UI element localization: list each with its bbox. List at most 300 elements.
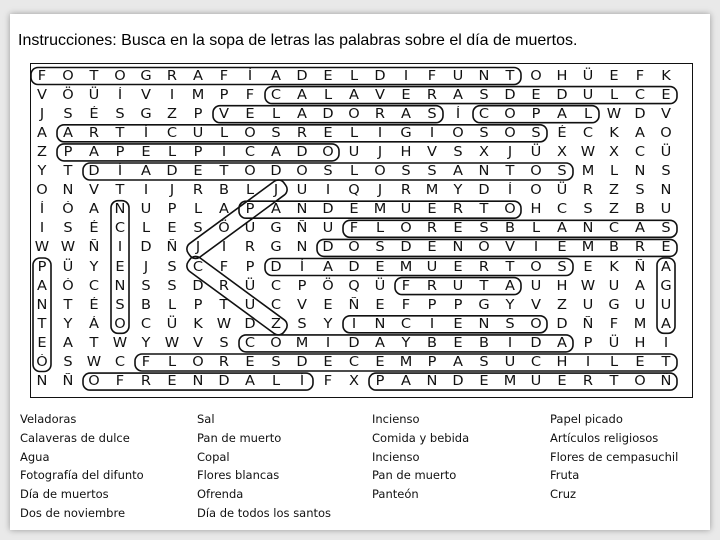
- grid-letter: Ñ: [88, 240, 100, 256]
- word-list-item: Pan de muerto: [197, 430, 282, 445]
- grid-letter: J: [377, 183, 383, 199]
- grid-letter: X: [557, 144, 567, 160]
- grid-letter: F: [115, 374, 125, 390]
- grid-letter: A: [193, 68, 203, 84]
- grid-letter: W: [580, 144, 596, 160]
- grid-letter: R: [218, 355, 230, 370]
- grid-letter: K: [661, 68, 671, 84]
- grid-letter: F: [37, 68, 47, 84]
- grid-letter: D: [140, 240, 152, 256]
- grid-letter: T: [115, 183, 125, 199]
- grid-letter: O: [322, 144, 334, 160]
- grid-letter: M: [399, 259, 413, 275]
- grid-letter: O: [530, 68, 542, 84]
- instructions-text: Instrucciones: Busca en la sopa de letras las palabras sobre el día de muertos.: [18, 32, 578, 49]
- grid-letter: S: [479, 221, 489, 237]
- grid-letter: O: [478, 240, 490, 256]
- grid-letter: S: [531, 125, 541, 141]
- grid-letter: Ö: [322, 278, 334, 294]
- grid-letter: C: [270, 278, 282, 294]
- grid-letter: G: [270, 240, 282, 256]
- grid-letter: U: [452, 278, 464, 294]
- grid-letter: B: [140, 297, 151, 313]
- grid-letter: I: [429, 316, 435, 332]
- grid-letter: F: [323, 374, 333, 390]
- grid-letter: S: [63, 355, 73, 370]
- grid-letter: W: [86, 355, 102, 370]
- grid-letter: E: [245, 355, 255, 370]
- grid-letter: Y: [323, 316, 333, 332]
- grid-letter: L: [375, 221, 385, 237]
- grid-letter: Ö: [62, 87, 74, 103]
- grid-letter: E: [115, 259, 125, 275]
- grid-letter: U: [244, 297, 256, 313]
- grid-letter: R: [140, 374, 152, 390]
- grid-letter: A: [557, 221, 567, 237]
- grid-letter: F: [219, 259, 229, 275]
- grid-letter: T: [219, 164, 229, 179]
- grid-letter: P: [297, 278, 307, 294]
- grid-letter: E: [141, 144, 151, 160]
- grid-letter: Z: [271, 316, 281, 332]
- grid-letter: N: [426, 374, 438, 390]
- grid-letter: S: [661, 221, 671, 237]
- grid-letter: N: [296, 202, 308, 218]
- grid-letter: K: [609, 259, 619, 275]
- grid-letter: G: [608, 297, 620, 313]
- grid-letter: U: [426, 259, 438, 275]
- grid-letter: U: [582, 87, 594, 103]
- grid-letter: C: [140, 316, 152, 332]
- grid-letter: Ñ: [166, 240, 178, 256]
- word-list-item: Día de todos los santos: [197, 506, 332, 520]
- grid-letter: A: [297, 87, 307, 103]
- grid-letter: O: [88, 374, 100, 390]
- grid-letter: O: [530, 259, 542, 275]
- grid-letter: V: [219, 106, 229, 122]
- grid-letter: U: [660, 297, 672, 313]
- grid-letter: E: [167, 374, 177, 390]
- grid-letter: S: [453, 144, 463, 160]
- grid-letter: I: [377, 125, 383, 141]
- grid-letter: O: [348, 106, 360, 122]
- grid-letter: D: [322, 106, 334, 122]
- grid-letter: A: [401, 106, 411, 122]
- grid-letter: D: [296, 144, 308, 160]
- grid-letter: S: [479, 87, 489, 103]
- grid-letter: B: [218, 183, 229, 199]
- grid-letter: S: [115, 297, 125, 313]
- grid-letter: O: [400, 221, 412, 237]
- grid-letter: T: [115, 125, 125, 141]
- grid-letter: E: [557, 374, 567, 390]
- grid-letter: I: [117, 240, 123, 256]
- grid-letter: T: [219, 297, 229, 313]
- grid-letter: S: [557, 259, 567, 275]
- grid-letter: W: [580, 278, 596, 294]
- grid-letter: V: [661, 106, 671, 122]
- grid-letter: M: [503, 374, 517, 390]
- word-list-item: Incienso: [372, 449, 420, 464]
- grid-letter: F: [401, 297, 411, 313]
- grid-letter: R: [400, 183, 412, 199]
- grid-letter: S: [271, 125, 281, 141]
- grid-letter: N: [36, 297, 48, 313]
- grid-letter: O: [504, 125, 516, 141]
- grid-letter: Q: [348, 278, 360, 294]
- grid-letter: Ñ: [62, 374, 74, 390]
- grid-letter: I: [585, 355, 591, 370]
- grid-letter: E: [453, 335, 463, 351]
- grid-letter: Ó: [62, 202, 74, 218]
- grid-letter: E: [323, 355, 333, 370]
- grid-letter: G: [140, 68, 152, 84]
- grid-letter: I: [169, 87, 175, 103]
- grid-letter: G: [270, 221, 282, 237]
- grid-letter: D: [218, 374, 230, 390]
- word-list-item: Fruta: [550, 468, 580, 483]
- grid-letter: C: [608, 221, 620, 237]
- grid-letter: L: [349, 164, 359, 179]
- grid-letter: Ü: [374, 278, 386, 294]
- grid-letter: J: [143, 259, 149, 275]
- grid-letter: L: [609, 355, 619, 370]
- grid-letter: Ü: [582, 68, 594, 84]
- grid-letter: H: [400, 144, 412, 160]
- grid-letter: V: [193, 335, 203, 351]
- grid-letter: D: [348, 259, 360, 275]
- grid-letter: A: [557, 335, 567, 351]
- grid-letter: Y: [141, 335, 151, 351]
- grid-letter: I: [429, 125, 435, 141]
- grid-letter: I: [663, 335, 669, 351]
- grid-letter: Ü: [166, 316, 178, 332]
- grid-letter: B: [504, 221, 515, 237]
- grid-letter: S: [63, 221, 73, 237]
- grid-letter: A: [37, 278, 47, 294]
- grid-letter: M: [633, 316, 647, 332]
- grid-letter: Y: [401, 335, 411, 351]
- grid-letter: L: [531, 221, 541, 237]
- grid-letter: I: [221, 144, 227, 160]
- grid-letter: I: [325, 183, 331, 199]
- grid-letter: D: [530, 335, 542, 351]
- word-list-item: Fotografía del difunto: [20, 468, 144, 483]
- grid-letter: C: [270, 87, 282, 103]
- grid-letter: V: [141, 87, 151, 103]
- grid-letter: U: [530, 374, 542, 390]
- grid-letter: U: [660, 202, 672, 218]
- grid-letter: Í: [117, 164, 123, 179]
- grid-letter: C: [114, 355, 126, 370]
- grid-letter: Í: [117, 87, 123, 103]
- grid-letter: E: [401, 87, 411, 103]
- grid-letter: O: [530, 164, 542, 179]
- grid-letter: J: [273, 183, 279, 199]
- grid-letter: V: [89, 183, 99, 199]
- grid-letter: S: [661, 164, 671, 179]
- grid-letter: D: [296, 355, 308, 370]
- grid-letter: H: [556, 355, 568, 370]
- grid-letter: F: [349, 221, 359, 237]
- grid-letter: O: [192, 355, 204, 370]
- grid-letter: V: [37, 87, 47, 103]
- grid-letter: A: [661, 316, 671, 332]
- grid-letter: P: [193, 297, 203, 313]
- grid-letter: N: [478, 68, 490, 84]
- grid-letter: L: [167, 355, 177, 370]
- grid-letter: U: [530, 278, 542, 294]
- grid-letter: J: [39, 106, 45, 122]
- grid-letter: S: [401, 164, 411, 179]
- grid-letter: Q: [348, 183, 360, 199]
- grid-letter: N: [660, 183, 672, 199]
- grid-letter: R: [192, 183, 204, 199]
- grid-letter: C: [556, 202, 568, 218]
- grid-letter: M: [295, 335, 309, 351]
- grid-letter: D: [270, 259, 282, 275]
- grid-letter: W: [164, 335, 180, 351]
- grid-letter: B: [426, 335, 437, 351]
- grid-letter: A: [271, 68, 281, 84]
- word-search-grid: [30, 63, 693, 398]
- grid-letter: T: [89, 335, 99, 351]
- grid-letter: P: [453, 297, 463, 313]
- grid-letter: C: [478, 106, 490, 122]
- grid-letter: D: [478, 183, 490, 199]
- grid-letter: P: [583, 335, 593, 351]
- grid-letter: L: [323, 87, 333, 103]
- grid-letter: U: [140, 202, 152, 218]
- grid-letter: S: [427, 164, 437, 179]
- grid-letter: I: [507, 335, 513, 351]
- grid-letter: D: [322, 202, 334, 218]
- grid-letter: S: [271, 355, 281, 370]
- grid-letter: E: [661, 240, 671, 256]
- grid-letter: G: [660, 278, 672, 294]
- grid-letter: U: [322, 221, 334, 237]
- grid-letter: Ñ: [348, 297, 360, 313]
- grid-letter: U: [244, 221, 256, 237]
- grid-letter: Y: [89, 259, 99, 275]
- grid-letter: S: [375, 240, 385, 256]
- grid-letter: P: [63, 144, 73, 160]
- grid-letter: P: [427, 355, 437, 370]
- grid-letter: N: [634, 164, 646, 179]
- grid-letter: S: [219, 335, 229, 351]
- grid-letter: I: [39, 221, 45, 237]
- grid-letter: F: [401, 278, 411, 294]
- grid-letter: N: [114, 202, 126, 218]
- grid-letter: M: [425, 183, 439, 199]
- grid-letter: L: [349, 68, 359, 84]
- grid-letter: F: [219, 68, 229, 84]
- grid-letter: P: [167, 202, 177, 218]
- grid-letter: A: [453, 355, 463, 370]
- grid-letter: H: [556, 278, 568, 294]
- grid-letter: A: [219, 202, 229, 218]
- grid-letter: V: [427, 144, 437, 160]
- grid-letter: F: [141, 355, 151, 370]
- grid-letter: X: [479, 144, 489, 160]
- grid-letter: A: [453, 87, 463, 103]
- grid-letter: O: [296, 164, 308, 179]
- grid-letter: Í: [221, 240, 227, 256]
- grid-letter: Ñ: [296, 221, 308, 237]
- word-list-item: Sal: [197, 412, 215, 426]
- word-list-item: Ofrenda: [197, 487, 244, 502]
- grid-letter: T: [661, 355, 671, 370]
- grid-letter: T: [479, 202, 489, 218]
- grid-letter: J: [169, 183, 175, 199]
- grid-letter: P: [219, 87, 229, 103]
- grid-letter: C: [400, 316, 412, 332]
- grid-letter: Ü: [608, 335, 620, 351]
- grid-letter: S: [635, 183, 645, 199]
- grid-letter: O: [504, 106, 516, 122]
- grid-letter: A: [557, 106, 567, 122]
- grid-letter: A: [297, 106, 307, 122]
- grid-letter: T: [505, 164, 515, 179]
- grid-letter: V: [531, 297, 541, 313]
- grid-letter: Y: [453, 183, 463, 199]
- grid-letter: E: [531, 87, 541, 103]
- word-list-item: Incienso: [372, 412, 420, 426]
- grid-letter: A: [63, 125, 73, 141]
- grid-letter: S: [141, 278, 151, 294]
- grid-letter: Ü: [62, 259, 74, 275]
- grid-letter: P: [427, 297, 437, 313]
- grid-letter: F: [635, 68, 645, 84]
- grid-letter: E: [245, 106, 255, 122]
- grid-letter: I: [403, 68, 409, 84]
- grid-letter: U: [452, 68, 464, 84]
- grid-letter: R: [218, 278, 230, 294]
- grid-letter: Ü: [244, 278, 256, 294]
- word-list-item: Pan de muerto: [372, 468, 457, 483]
- grid-letter: R: [582, 374, 594, 390]
- grid-letter: N: [296, 240, 308, 256]
- grid-letter: P: [193, 106, 203, 122]
- grid-letter: B: [634, 202, 645, 218]
- grid-letter: M: [373, 202, 387, 218]
- grid-letter: A: [245, 374, 255, 390]
- grid-letter: U: [582, 297, 594, 313]
- grid-letter: O: [348, 240, 360, 256]
- grid-letter: O: [244, 125, 256, 141]
- grid-letter: D: [452, 374, 464, 390]
- grid-letter: É: [89, 221, 99, 237]
- grid-letter: N: [36, 374, 48, 390]
- grid-letter: E: [453, 316, 463, 332]
- grid-letter: R: [374, 106, 386, 122]
- grid-letter: Í: [39, 202, 45, 218]
- grid-letter: E: [193, 164, 203, 179]
- grid-letter: N: [478, 316, 490, 332]
- grid-letter: A: [89, 202, 99, 218]
- grid-letter: A: [453, 164, 463, 179]
- grid-letter: W: [606, 106, 622, 122]
- grid-letter: Í: [299, 374, 305, 390]
- grid-letter: B: [608, 240, 619, 256]
- grid-letter: R: [88, 125, 100, 141]
- grid-letter: M: [191, 87, 205, 103]
- grid-letter: O: [504, 202, 516, 218]
- grid-letter: A: [375, 335, 385, 351]
- grid-letter: H: [634, 335, 646, 351]
- grid-letter: I: [351, 316, 357, 332]
- grid-letter: E: [583, 259, 593, 275]
- grid-letter: P: [115, 144, 125, 160]
- grid-letter: J: [195, 240, 201, 256]
- grid-letter: S: [115, 106, 125, 122]
- grid-letter: N: [62, 183, 74, 199]
- grid-letter: D: [556, 87, 568, 103]
- grid-letter: W: [34, 240, 50, 256]
- grid-letter: E: [349, 202, 359, 218]
- grid-letter: S: [167, 278, 177, 294]
- grid-letter: N: [114, 278, 126, 294]
- grid-letter: S: [297, 316, 307, 332]
- grid-letter: C: [166, 125, 178, 141]
- grid-letter: H: [530, 202, 542, 218]
- grid-letter: É: [89, 106, 99, 122]
- grid-letter: T: [609, 374, 619, 390]
- grid-letter: N: [478, 164, 490, 179]
- grid-letter: D: [296, 68, 308, 84]
- grid-letter: L: [193, 202, 203, 218]
- grid-letter: C: [634, 144, 646, 160]
- grid-letter: O: [530, 316, 542, 332]
- grid-letter: N: [582, 221, 594, 237]
- grid-letter: O: [452, 125, 464, 141]
- grid-letter: S: [505, 316, 515, 332]
- grid-letter: R: [634, 240, 646, 256]
- grid-letter: R: [426, 278, 438, 294]
- grid-letter: C: [348, 355, 360, 370]
- grid-letter: L: [609, 87, 619, 103]
- grid-letter: Í: [299, 259, 305, 275]
- grid-letter: L: [167, 144, 177, 160]
- grid-letter: L: [349, 125, 359, 141]
- grid-letter: F: [245, 87, 255, 103]
- grid-letter: É: [89, 297, 99, 313]
- grid-letter: Ü: [660, 144, 672, 160]
- grid-letter: D: [400, 240, 412, 256]
- grid-letter: W: [60, 240, 76, 256]
- word-list-item: Agua: [20, 449, 50, 464]
- grid-letter: R: [478, 259, 490, 275]
- word-list-item: Papel picado: [550, 412, 623, 426]
- word-list-item: Cruz: [550, 487, 577, 502]
- grid-letter: D: [166, 164, 178, 179]
- grid-letter: U: [634, 297, 646, 313]
- grid-letter: P: [245, 202, 255, 218]
- word-list-item: Veladoras: [20, 412, 77, 426]
- grid-letter: E: [557, 240, 567, 256]
- grid-letter: L: [167, 297, 177, 313]
- grid-letter: D: [504, 87, 516, 103]
- grid-letter: Y: [37, 164, 47, 179]
- grid-letter: Z: [37, 144, 47, 160]
- grid-letter: A: [271, 144, 281, 160]
- grid-letter: R: [166, 68, 178, 84]
- grid-letter: S: [323, 164, 333, 179]
- grid-letter: B: [478, 335, 489, 351]
- grid-letter: C: [192, 259, 204, 275]
- grid-letter: U: [296, 183, 308, 199]
- grid-letter: E: [375, 297, 385, 313]
